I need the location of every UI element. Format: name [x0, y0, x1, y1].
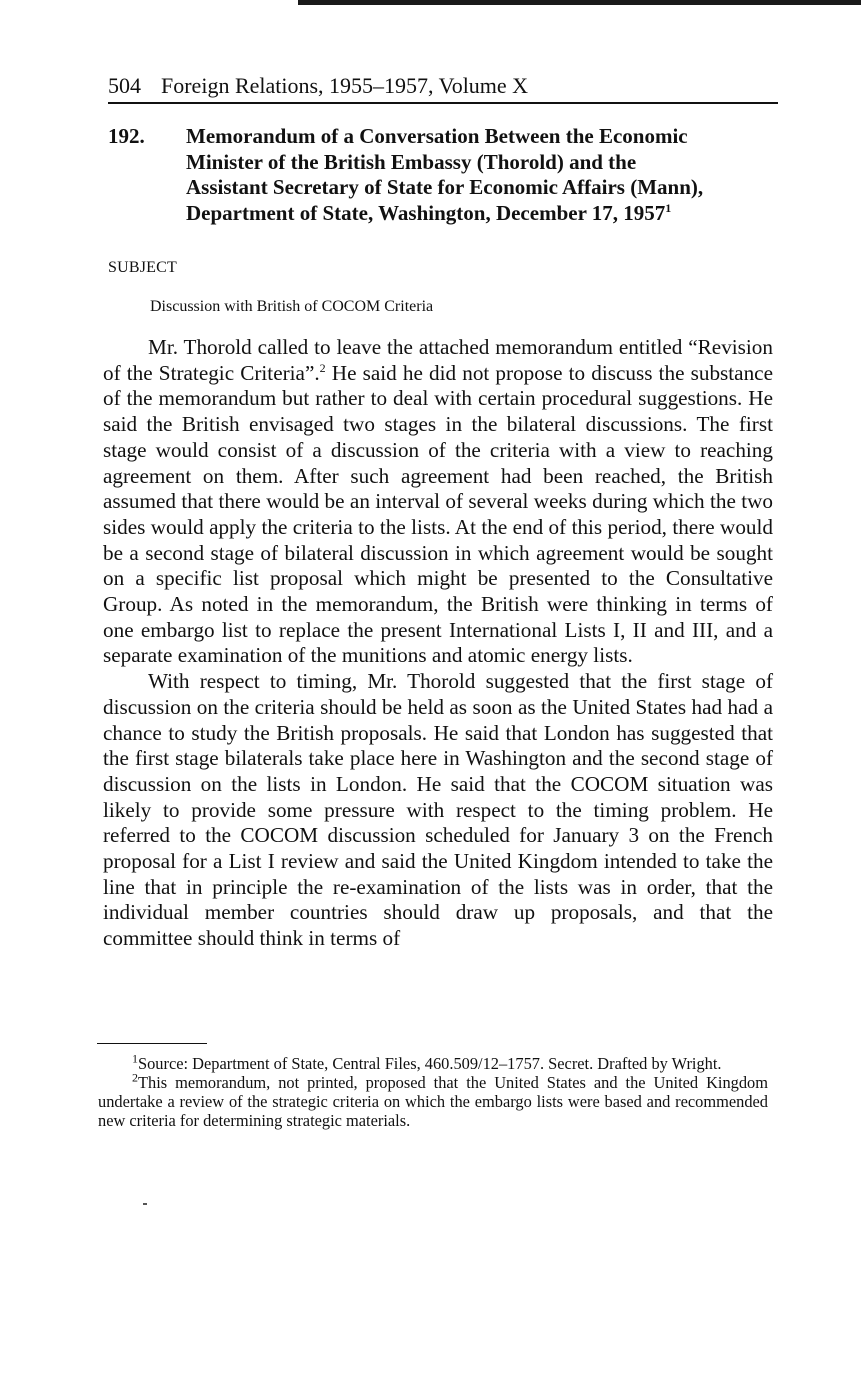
subject-label: SUBJECT: [108, 259, 177, 276]
stray-mark: [143, 1203, 147, 1205]
footnote-text: Source: Department of State, Central Files, 460.509/12–1757. Secret. Drafted by Wright.: [138, 1054, 722, 1073]
footnote-ref: 1: [665, 200, 672, 215]
footnotes: [98, 1051, 768, 1130]
footnote-marker: 2: [132, 1070, 138, 1085]
footnote-marker: 1: [132, 1051, 138, 1066]
paragraph-text: Mr. Thorold called to leave the attached memorandum entitled “Revision of the Strategic Criteria”.: [103, 335, 773, 385]
document-number: 192.: [108, 124, 145, 148]
running-title: Foreign Relations, 1955–1957, Volume X: [161, 73, 529, 98]
paragraph-text: He said he did not propose to discuss the substance of the memorandum but rather to deal with certain procedural suggestions. He said the British envisaged two stages in the bilateral discussions. The first stage would consist of a discussion of the criteria with a view to reaching agreement on them. After such agreement had been reached, the British assumed that there would be an interval of several weeks during which the two sides would apply the criteria to the lists. At the end of this period, there would be a second stage of bilateral discussion in which agreement would be sought on a specific list proposal which might be presented to the Consultative Group. As noted in the memorandum, the British were thinking in terms of one embargo list to replace the present International Lists I, II and III, and a separate examination of the munitions and atomic energy lists.: [103, 360, 773, 668]
page-top-edge: [298, 0, 861, 5]
running-header: [108, 70, 778, 104]
body-text: [103, 335, 773, 952]
document-title: [186, 124, 771, 226]
subject-text: Discussion with British of COCOM Criteria: [150, 298, 434, 315]
title-line: Assistant Secretary of State for Economic Affairs (Mann),: [186, 175, 704, 199]
title-line: Minister of the British Embassy (Thorold) and the: [186, 149, 637, 174]
footnote: [98, 1070, 768, 1130]
footnote-divider: [97, 1043, 207, 1044]
page-number: 504: [108, 73, 141, 98]
footnote: [98, 1051, 768, 1073]
title-line: Memorandum of a Conversation Between the Economic: [186, 124, 688, 148]
title-line: Department of State, Washington, December 17, 1957: [186, 200, 666, 225]
paragraph: With respect to timing, Mr. Thorold suggested that the first stage of discussion on the criteria should be held as soon as the United States had had a chance to study the British proposals. He said that London has suggested that the first stage bilaterals take place here in Washington and the second stage of discussion on the lists in London. He said that the COCOM situation was likely to provide some pressure with respect to the timing problem. He referred to the COCOM discussion scheduled for January 3 on the French proposal for a List I review and said the United Kingdom intended to take the line that in principle the re-examination of the lists was in order, that the individual member countries should draw up proposals, and that the committee should think in terms of: [103, 669, 773, 951]
footnote-ref: 2: [319, 360, 326, 375]
paragraph: [103, 335, 773, 669]
footnote-text: This memorandum, not printed, proposed that the United States and the United Kingdom undertake a review of the strategic criteria on which the embargo lists were based and recommended new criteria for determining strategic materials.: [98, 1073, 768, 1130]
